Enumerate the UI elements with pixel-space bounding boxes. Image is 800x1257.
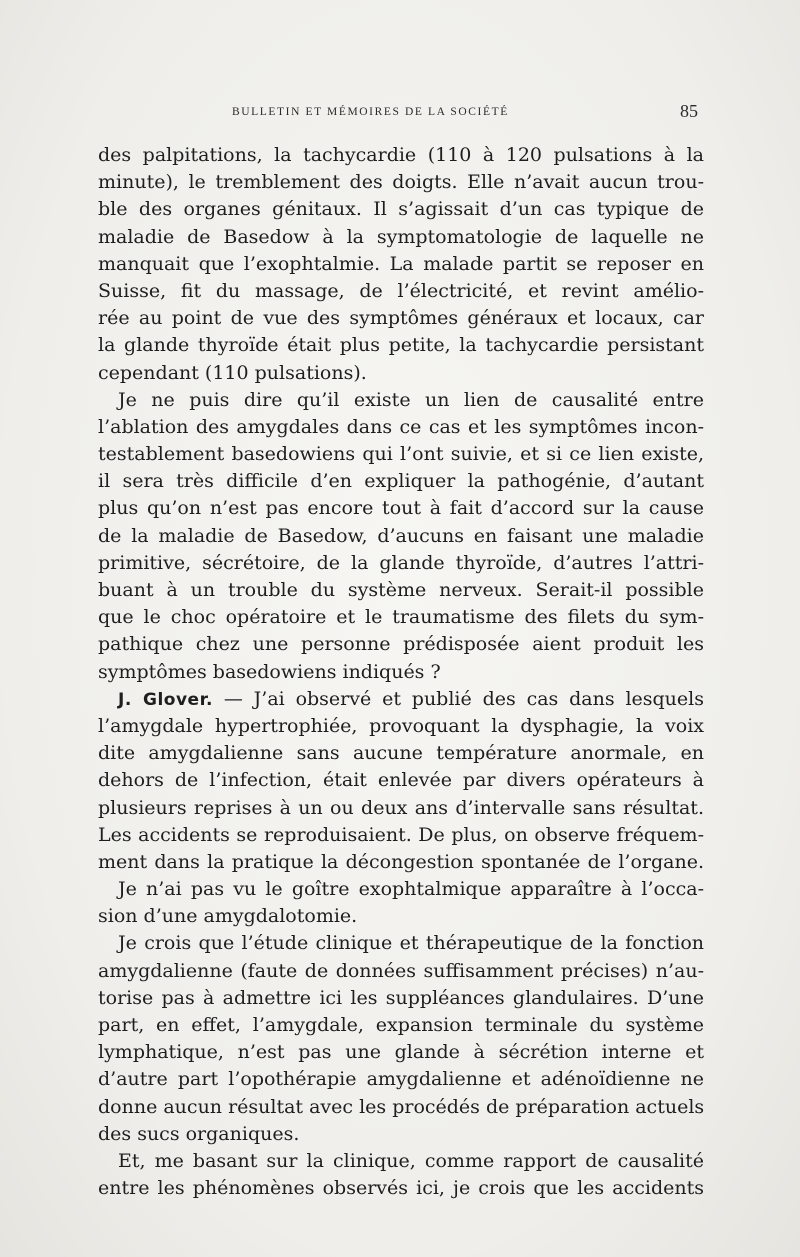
- text-line: sion d’une amygdalotomie.: [98, 905, 358, 928]
- speaker-text: — J’ai observé et publié des cas dans lesquels: [223, 687, 704, 710]
- body-text: [98, 142, 704, 1202]
- text-line: cependant (110 pulsations).: [98, 361, 367, 384]
- text-line: la glande thyroïde était plus petite, la tachycardie persistant: [98, 334, 704, 357]
- text-line: pathique chez une personne prédisposée aient produit les: [98, 633, 704, 656]
- text-line: testablement basedowiens qui l’ont suivie, et si ce lien existe,: [98, 443, 704, 466]
- text-line: Je n’ai pas vu le goître exophtalmique apparaître à l’occa-: [118, 878, 704, 901]
- text-line: entre les phénomènes observés ici, je crois que les accidents: [98, 1177, 704, 1200]
- text-line: il sera très difficile d’en expliquer la pathogénie, d’autant: [98, 470, 704, 493]
- header-title: BULLETIN ET MÉMOIRES DE LA SOCIÉTÉ: [232, 106, 509, 118]
- text-line: primitive, sécrétoire, de la glande thyroïde, d’autres l’attri-: [98, 551, 704, 574]
- text-line: maladie de Basedow à la symptomatologie de laquelle ne: [98, 225, 704, 248]
- text-line: des palpitations, la tachycardie (110 à 120 pulsations à la: [98, 144, 704, 166]
- text-line: d’autre part l’opothérapie amygdalienne et adénoïdienne ne: [98, 1068, 704, 1091]
- text-line: plusieurs reprises à un ou deux ans d’intervalle sans résultat.: [98, 796, 704, 819]
- text-line: Je ne puis dire qu’il existe un lien de causalité entre: [118, 388, 704, 411]
- speaker-line: [98, 686, 704, 713]
- text-line: plus qu’on n’est pas encore tout à fait d’accord sur la cause: [98, 497, 704, 520]
- text-line: que le choc opératoire et le traumatisme des filets du sym-: [98, 606, 704, 629]
- text-line: torise pas à admettre ici les suppléances glandulaires. D’une: [98, 986, 704, 1009]
- text-line: ment dans la pratique la décongestion spontanée de l’organe.: [98, 850, 704, 873]
- text-line: lymphatique, n’est pas une glande à sécrétion interne et: [98, 1041, 704, 1064]
- text-line: donne aucun résultat avec les procédés de préparation actuels: [98, 1095, 704, 1118]
- text-line: l’amygdale hypertrophiée, provoquant la dysphagie, la voix: [98, 714, 704, 737]
- text-line: minute), le tremblement des doigts. Elle n’avait aucun trou-: [98, 171, 704, 194]
- text-line: Je crois que l’étude clinique et thérapeutique de la fonction: [118, 932, 704, 955]
- text-line: dehors de l’infection, était enlevée par divers opérateurs à: [98, 769, 704, 792]
- text-line: buant à un trouble du système nerveux. Serait-il possible: [98, 579, 704, 601]
- running-header: [0, 100, 800, 130]
- page-number: 85: [680, 101, 698, 121]
- text-line: part, en effet, l’amygdale, expansion terminale du système: [98, 1014, 704, 1036]
- text-line: amygdalienne (faute de données suffisamment précises) n’au-: [98, 959, 704, 982]
- text-line: Les accidents se reproduisaient. De plus, on observe fréquem-: [98, 823, 704, 846]
- text-line: ble des organes génitaux. Il s’agissait d’un cas typique de: [98, 198, 704, 221]
- text-line: de la maladie de Basedow, d’aucuns en faisant une maladie: [98, 524, 704, 547]
- text-line: rée au point de vue des symptômes généraux et locaux, car: [98, 307, 704, 330]
- speaker-name: J. Glover.: [118, 689, 213, 710]
- text-line: Et, me basant sur la clinique, comme rapport de causalité: [118, 1149, 704, 1172]
- text-line: manquait que l’exophtalmie. La malade partit se reposer en: [98, 252, 704, 275]
- text-line: symptômes basedowiens indiqués ?: [98, 660, 441, 683]
- text-line: dite amygdalienne sans aucune température anormale, en: [98, 742, 704, 765]
- text-line: Suisse, fit du massage, de l’électricité, et revint amélio-: [98, 279, 704, 302]
- text-line: des sucs organiques.: [98, 1122, 300, 1145]
- text-line: l’ablation des amygdales dans ce cas et les symptômes incon-: [98, 415, 704, 438]
